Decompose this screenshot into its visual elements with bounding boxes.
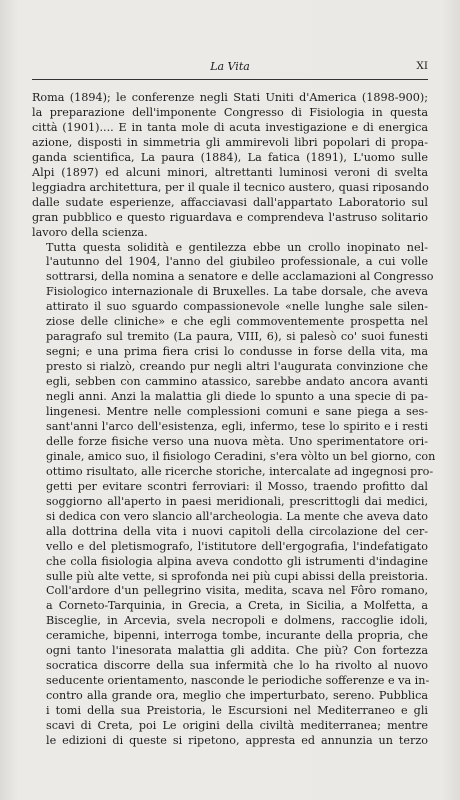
text-line: le edizioni di queste si ripetono, appresta ed annunzia un terzo	[46, 733, 428, 747]
body-text	[32, 91, 436, 749]
text-line: ganda scientifica, La paura (1884), La fatica (1891), L'uomo sulle	[32, 150, 428, 164]
text-line: sant'anni l'arco dell'esistenza, egli, infermo, tese lo spirito e i resti	[46, 419, 428, 433]
text-line: paragrafo sul tremito (La paura, VIII, 6), si palesò co' suoi funesti	[46, 330, 428, 344]
text-line: la preparazione dell'imponente Congresso di Fisiologia in questa	[32, 105, 428, 119]
paragraph-1	[32, 91, 428, 241]
text-line: getti per evitare scontri ferroviari: il Mosso, traendo profitto dal	[46, 479, 428, 493]
text-line: ginale, amico suo, il fisiologo Ceradini, s'era vòlto un bel giorno, con	[46, 449, 436, 463]
text-line: i tomi della sua Preistoria, le Escursioni nel Mediterraneo e gli	[46, 704, 428, 718]
text-line: ottimo risultato, alle ricerche storiche, intercalate ad ingegnosi pro-	[46, 464, 434, 478]
page-number: XI	[416, 60, 428, 72]
text-line: leggiadra architettura, per il quale il tecnico austero, quasi riposando	[32, 180, 429, 194]
text-line: ogni tanto l'inesorata malattia gli addita. Che più? Con fortezza	[46, 644, 428, 658]
text-line: soggiorno all'aperto in paesi meridionali, prescrittogli dai medici,	[46, 494, 428, 508]
text-line: negli anni. Anzi la malattia gli diede lo spunto a una specie di pa-	[46, 390, 428, 404]
text-line: città (1901).... E in tanta mole di acuta investigazione e di energica	[32, 120, 428, 134]
text-line: egli, sebben con cammino atassico, sarebbe andato ancora avanti	[46, 375, 428, 389]
text-line: segni; e una prima fiera crisi lo condusse in forse della vita, ma	[46, 345, 428, 359]
text-line: a Corneto-Tarquinia, in Grecia, a Creta, in Sicilia, a Molfetta, a	[46, 599, 428, 613]
text-line: sulle più alte vette, si sprofonda nei più cupi abissi della preistoria.	[46, 569, 428, 583]
text-line: Alpi (1897) ed alcuni minori, altrettanti luminosi veroni di svelta	[32, 165, 428, 179]
running-title: La Vita	[210, 60, 250, 73]
text-line: Coll'ardore d'un pellegrino visita, medita, scava nel Fôro romano,	[46, 584, 428, 598]
text-line: lingenesi. Mentre nelle complessioni comuni e sane piega a ses-	[46, 405, 428, 419]
text-line: Bisceglie, in Arcevia, svela necropoli e dolmens, raccoglie idoli,	[46, 614, 428, 628]
text-line: Roma (1894); le conferenze negli Stati Uniti d'America (1898-900);	[32, 91, 428, 104]
text-line: che colla fisiologia alpina aveva condotto gli istrumenti d'indagine	[46, 554, 428, 568]
text-line: azione, disposti in simmetria gli ammirevoli libri popolari di propa-	[32, 135, 428, 149]
text-line: alla dottrina della vita i nuovi capitoli della circolazione del cer-	[46, 524, 428, 538]
text-line: attirato il suo sguardo compassionevole «nelle lunghe sale silen-	[46, 300, 428, 314]
text-line: dalle sudate esperienze, affacciavasi dall'appartato Laboratorio sul	[32, 195, 428, 209]
text-line: seducente orientamento, nasconde le periodiche sofferenze e va in-	[46, 674, 430, 688]
text-line: contro alla grande ora, meglio che imperturbato, sereno. Pubblica	[46, 689, 428, 703]
text-line: Fisiologico internazionale di Bruxelles. La tabe dorsale, che aveva	[46, 285, 428, 299]
text-line: si dedica con vero slancio all'archeologia. La mente che aveva dato	[46, 509, 428, 523]
text-line: vello e del pletismografo, l'istitutore dell'ergografia, l'indefatigato	[46, 539, 428, 553]
text-line: ceramiche, bipenni, interroga tombe, incurante della propria, che	[46, 629, 428, 643]
text-line: sottrarsi, della nomina a senatore e delle acclamazioni al Congresso	[46, 270, 434, 284]
text-line: delle forze fisiche verso una nuova mèta. Uno sperimentatore ori-	[46, 434, 428, 448]
text-line: gran pubblico e questo riguardava e comprendeva l'astruso solitario	[32, 210, 428, 224]
text-line: Tutta questa solidità e gentilezza ebbe un crollo inopinato nel-	[46, 240, 428, 254]
header-rule	[32, 79, 428, 80]
running-header	[32, 60, 428, 78]
text-line: lavoro della scienza.	[32, 225, 148, 239]
text-line: scavi di Creta, poi Le origini della civiltà mediterranea; mentre	[46, 719, 428, 733]
paragraph-2	[32, 240, 436, 749]
text-line: presto si rialzò, creando pur negli altri l'augurata convinzione che	[46, 360, 428, 374]
text-line: ziose delle cliniche» e che egli commoventemente prospetta nel	[46, 315, 428, 329]
text-line: l'autunno del 1904, l'anno del giubileo professionale, a cui volle	[46, 255, 428, 269]
text-line: socratica discorre della sua infermità che lo ha rivolto al nuovo	[46, 659, 428, 673]
